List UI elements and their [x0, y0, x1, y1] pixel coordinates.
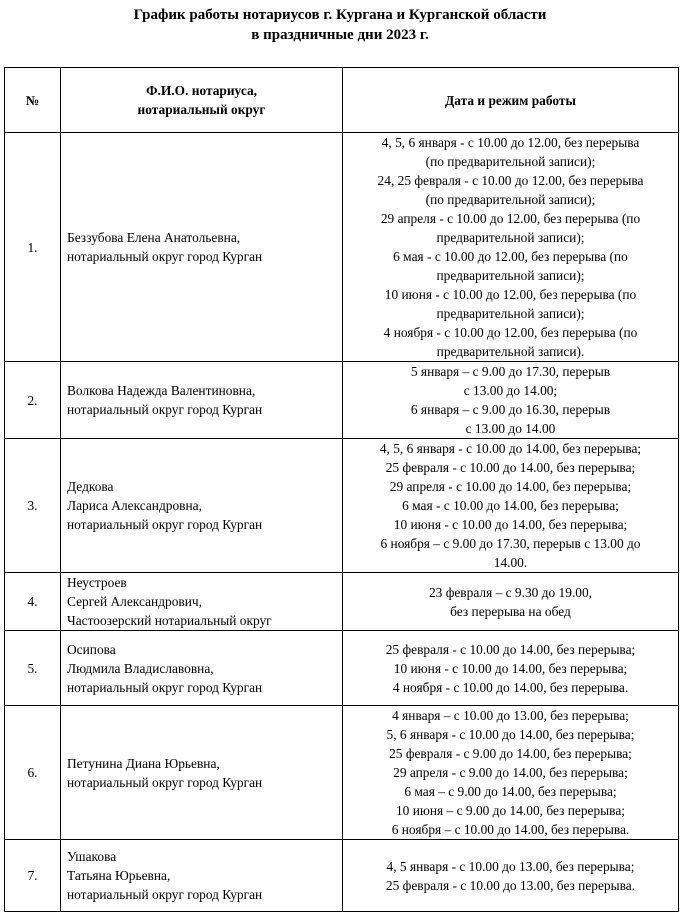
table-body	[5, 133, 679, 912]
schedule-line: 6 мая – с 9.00 до 14.00, без перерыва;	[404, 784, 617, 799]
schedule-line: с 13.00 до 14.00;	[463, 383, 558, 398]
notary-name-cell	[61, 631, 343, 706]
schedule-line: с 13.00 до 14.00	[465, 421, 556, 436]
schedule-line: 25 февраля - с 10.00 до 14.00, без перерыва;	[385, 641, 636, 657]
row-number: 1.	[5, 133, 61, 362]
header-schedule: Дата и режим работы	[343, 68, 679, 133]
document-title	[0, 5, 680, 45]
notary-name-line: нотариальный округ город Курган	[67, 249, 263, 264]
schedule-line: 29 апреля - с 10.00 до 12.00, без перерыва (по	[380, 211, 641, 226]
table-row	[5, 439, 679, 573]
notary-name-cell	[61, 706, 343, 840]
schedule-line: предварительной записи);	[436, 306, 585, 321]
notary-name-line: Волкова Надежда Валентиновна,	[67, 383, 256, 398]
schedule-cell	[343, 631, 679, 706]
schedule-cell	[343, 362, 679, 439]
schedule-line: 6 мая - с 10.00 до 14.00, без перерыва;	[402, 498, 619, 513]
schedule-line: 6 мая - с 10.00 до 12.00, без перерыва (по	[393, 249, 628, 264]
notary-name-cell	[61, 133, 343, 362]
notary-name-cell	[61, 362, 343, 439]
schedule-line: 4 ноября - с 10.00 до 14.00, без перерыва.	[392, 679, 629, 695]
schedule-line: предварительной записи);	[436, 230, 585, 245]
schedule-line: 4, 5, 6 января - с 10.00 до 12.00, без перерыва	[381, 135, 640, 150]
table-header-row	[5, 68, 679, 133]
header-name-line-2: нотариальный округ	[137, 102, 266, 117]
schedule-table	[4, 67, 679, 912]
schedule-line: предварительной записи);	[436, 268, 585, 283]
schedule-line: предварительной записи).	[436, 344, 585, 359]
title-line-1: График работы нотариусов г. Кургана и Курганской области	[133, 7, 547, 23]
schedule-line: 6 ноября – с 10.00 до 14.00, без перерыва.	[391, 822, 630, 837]
notary-name-line: Осипова	[67, 641, 116, 657]
row-number: 3.	[5, 439, 61, 573]
schedule-line: 25 февраля - с 10.00 до 13.00, без перерыва.	[385, 877, 636, 893]
header-number: №	[5, 68, 61, 133]
schedule-line: 29 апреля - с 10.00 до 14.00, без перерыва;	[389, 479, 632, 494]
notary-name-line: Сергей Александрович,	[67, 594, 202, 609]
schedule-line: 5 января – с 9.00 до 17.30, перерыв	[410, 364, 611, 379]
schedule-line: 4 ноября - с 10.00 до 12.00, без перерыва (по	[383, 325, 638, 340]
schedule-line: без перерыва на обед	[450, 603, 571, 619]
schedule-line: 24, 25 февраля - с 10.00 до 12.00, без перерыва	[377, 173, 644, 188]
table-row	[5, 133, 679, 362]
schedule-line: 10 июня – с 9.00 до 14.00, без перерыва;	[395, 803, 625, 818]
notary-name-line: Беззубова Елена Анатольевна,	[67, 230, 241, 245]
row-number: 7.	[5, 840, 61, 912]
schedule-cell	[343, 840, 679, 912]
notary-name-line: нотариальный округ город Курган	[67, 887, 263, 902]
schedule-line: 14.00.	[493, 555, 528, 570]
table-row	[5, 631, 679, 706]
notary-name-cell	[61, 573, 343, 631]
notary-name-line: нотариальный округ город Курган	[67, 679, 263, 695]
schedule-line: 23 февраля – с 9.30 до 19.00,	[428, 584, 593, 600]
schedule-line: 29 апреля - с 9.00 до 14.00, без перерыва;	[393, 765, 628, 780]
header-name	[61, 68, 343, 133]
header-name-line-1: Ф.И.О. нотариуса,	[146, 83, 257, 98]
table-row	[5, 573, 679, 631]
schedule-line: 25 февраля - с 10.00 до 14.00, без перерыва;	[385, 460, 636, 475]
row-number: 5.	[5, 631, 61, 706]
notary-name-line: Дедкова	[67, 479, 114, 494]
schedule-line: 10 июня - с 10.00 до 12.00, без перерыва (по	[384, 287, 637, 302]
table-row	[5, 840, 679, 912]
notary-name-line: Ушакова	[67, 849, 117, 864]
notary-name-line: нотариальный округ город Курган	[67, 774, 263, 790]
notary-name-line: Лариса Александровна,	[67, 498, 202, 513]
schedule-line: 4 января – с 10.00 до 13.00, без перерыва;	[392, 708, 629, 723]
notary-name-line: Людмила Владиславовна,	[67, 660, 214, 676]
row-number: 2.	[5, 362, 61, 439]
notary-name-line: Частоозерский нотариальный округ	[67, 613, 272, 628]
notary-name-line: Неустроев	[67, 575, 127, 590]
schedule-line: 5, 6 января - с 10.00 до 14.00, без перерыва;	[386, 727, 635, 742]
title-line-2: в праздничные дни 2023 г.	[251, 27, 429, 43]
schedule-line: 10 июня - с 10.00 до 14.00, без перерыва;	[393, 517, 628, 532]
schedule-line: 10 июня - с 10.00 до 14.00, без перерыва;	[393, 660, 628, 676]
schedule-line: (по предварительной записи);	[425, 154, 596, 169]
schedule-cell	[343, 439, 679, 573]
schedule-line: (по предварительной записи);	[425, 192, 596, 207]
schedule-line: 25 февраля - с 9.00 до 14.00, без перерыва;	[389, 746, 632, 761]
table-row	[5, 362, 679, 439]
schedule-line: 4, 5 января - с 10.00 до 13.00, без перерыва;	[386, 858, 635, 874]
schedule-line: 4, 5, 6 января - с 10.00 до 14.00, без перерыва;	[379, 441, 642, 456]
schedule-cell	[343, 133, 679, 362]
table-row	[5, 706, 679, 840]
row-number: 6.	[5, 706, 61, 840]
notary-name-line: нотариальный округ город Курган	[67, 517, 263, 532]
schedule-line: 6 января – с 9.00 до 16.30, перерыв	[410, 402, 611, 417]
schedule-cell	[343, 706, 679, 840]
notary-name-line: нотариальный округ город Курган	[67, 402, 263, 417]
row-number: 4.	[5, 573, 61, 631]
notary-name-cell	[61, 840, 343, 912]
schedule-cell	[343, 573, 679, 631]
notary-name-cell	[61, 439, 343, 573]
schedule-line: 6 ноября – с 9.00 до 17.30, перерыв с 13.00 до	[380, 536, 641, 551]
notary-name-line: Татьяна Юрьевна,	[67, 868, 171, 883]
notary-name-line: Петунина Диана Юрьевна,	[67, 755, 220, 771]
